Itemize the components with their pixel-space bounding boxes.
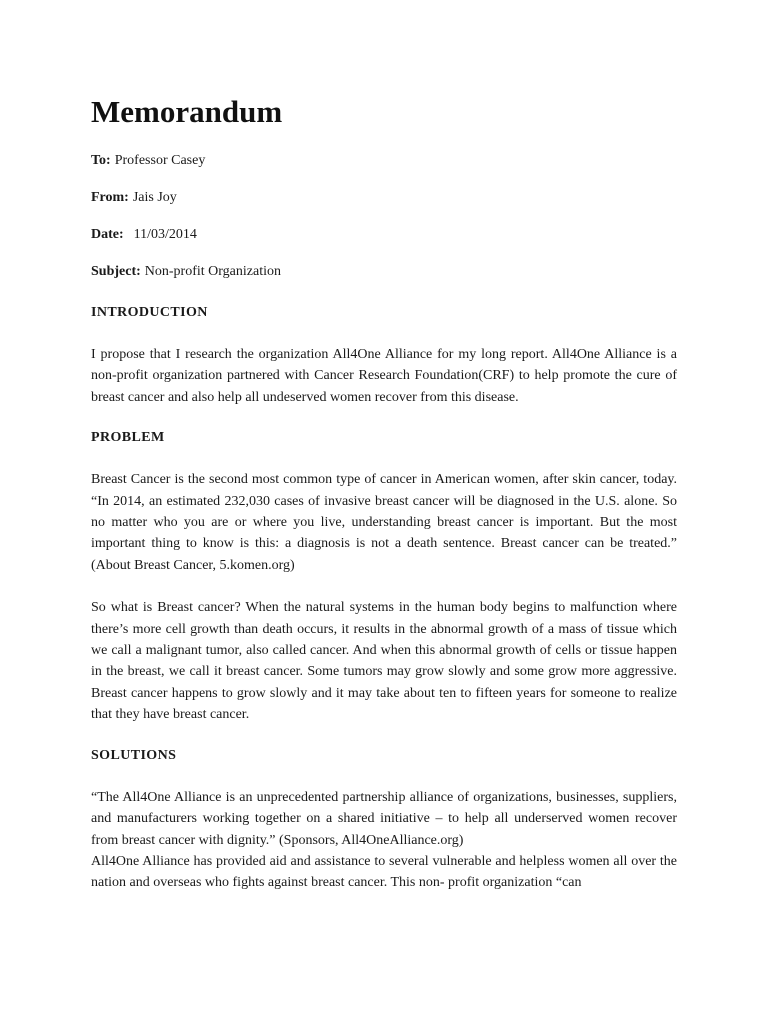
problem-paragraph-2: So what is Breast cancer? When the natural systems in the human body begins to malfunction where there’s more cell growth than death occurs, it results in the abnormal growth of a mass of tissue which we call a malignant tumor, also called cancer. And when this abnormal growth of cells or tissue happen in the breast, we call it breast cancer. Some tumors may grow slowly and some grow more aggressive. Breast cancer happens to grow slowly and it may take about ten to fifteen years for someone to realize that they have breast cancer. — [91, 600, 677, 723]
problem-heading: PROBLEM — [91, 430, 165, 446]
from-value: Jais Joy — [132, 190, 177, 205]
introduction-paragraph: I propose that I research the organization All4One Alliance for my long report. All4One Alliance is a non-profit organization partnered with Cancer Research Foundation(CRF) to help promote the cure of breast cancer and also help all undeserved women recover from this disease. — [91, 347, 677, 405]
from-label: From: — [91, 190, 129, 205]
solutions-heading: SOLUTIONS — [91, 747, 177, 763]
memo-body — [91, 94, 677, 894]
subject-value: Non-profit Organization — [144, 264, 281, 279]
memo-title: Memorandum — [91, 94, 283, 129]
memo-subject-line — [91, 263, 677, 281]
memo-date-line — [91, 226, 677, 244]
memo-to-line — [91, 152, 677, 170]
problem-paragraph-1: Breast Cancer is the second most common type of cancer in American women, after skin cancer, today. “In 2014, an estimated 232,030 cases of invasive breast cancer will be diagnosed in the U.S. alone. So no matter who you are or where you live, understanding breast cancer is important. But the most important thing to know is this: a diagnosis is not a death sentence. Breast cancer can be treated.” (About Breast Cancer, 5.komen.org) — [91, 472, 677, 573]
to-label: To: — [91, 153, 111, 168]
solutions-paragraph-1: “The All4One Alliance is an unprecedented partnership alliance of organizations, businesses, suppliers, and manufacturers working together on a shared initiative – to help all underserved women recover from breast cancer with dignity.” (Sponsors, All4OneAlliance.org) — [91, 789, 677, 848]
subject-label: Subject: — [91, 264, 141, 279]
to-value: Professor Casey — [114, 153, 206, 168]
date-value: 11/03/2014 — [133, 227, 197, 242]
date-label: Date: — [91, 227, 124, 242]
memo-from-line — [91, 189, 677, 207]
introduction-heading: INTRODUCTION — [91, 305, 208, 320]
solutions-paragraph-2: All4One Alliance has provided aid and assistance to several vulnerable and helpless women all over the nation and overseas who fights against breast cancer. This non- profit organization “can — [91, 853, 677, 891]
